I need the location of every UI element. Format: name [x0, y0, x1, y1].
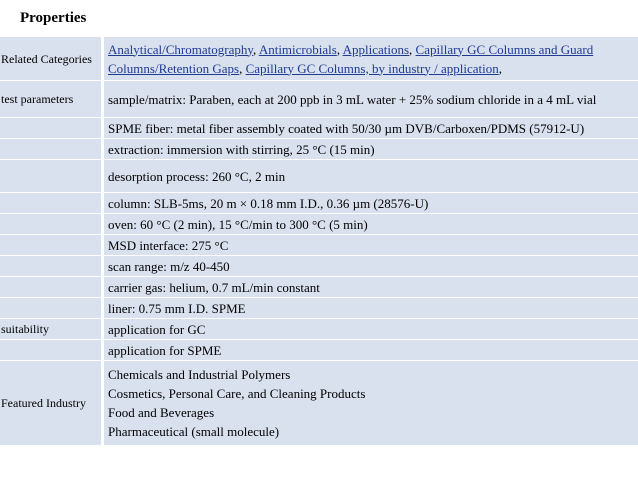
- category-link[interactable]: Analytical/Chromatography: [108, 41, 254, 57]
- properties-table: [0, 37, 638, 446]
- category-link[interactable]: Capillary GC Columns and Guard Columns/Retention Gaps: [108, 41, 594, 76]
- test-parameter-value: oven: 60 °C (2 min), 15 °C/min to 300 °C (5 min): [104, 214, 638, 235]
- table-row: [0, 256, 638, 277]
- table-row: [0, 37, 638, 81]
- table-row: [0, 160, 638, 193]
- related-categories-links: Analytical/Chromatography, Antimicrobials, Applications, Capillary GC Columns and Guard Columns/Retention Gaps, Capillary GC Columns, by industry / application,: [104, 37, 638, 81]
- properties-heading: Properties: [20, 10, 87, 26]
- row-label-test-parameters: test parameters: [0, 81, 101, 118]
- table-row: [0, 214, 638, 235]
- test-parameter-value: extraction: immersion with stirring, 25 °C (15 min): [104, 139, 638, 160]
- table-row: [0, 277, 638, 298]
- table-row: [0, 361, 638, 446]
- test-parameter-value: liner: 0.75 mm I.D. SPME: [104, 298, 638, 319]
- test-parameter-value: desorption process: 260 °C, 2 min: [104, 160, 638, 193]
- test-parameter-value: SPME fiber: metal fiber assembly coated with 50/30 µm DVB/Carboxen/PDMS (57912-U): [104, 118, 638, 139]
- table-row: [0, 298, 638, 319]
- suitability-value: application for GC: [104, 319, 638, 340]
- test-parameter-value: column: SLB-5ms, 20 m × 0.18 mm I.D., 0.36 µm (28576-U): [104, 193, 638, 214]
- test-parameter-value: MSD interface: 275 °C: [104, 235, 638, 256]
- row-label-suitability: suitability: [0, 319, 101, 340]
- table-row: [0, 340, 638, 361]
- industry-item: Chemicals and Industrial Polymers: [108, 367, 291, 382]
- featured-industry-list: [104, 361, 638, 446]
- test-parameter-value: scan range: m/z 40-450: [104, 256, 638, 277]
- table-row: [0, 118, 638, 139]
- industry-item: Food and Beverages: [108, 405, 215, 420]
- industry-item: Cosmetics, Personal Care, and Cleaning Products: [108, 386, 366, 401]
- table-row: [0, 139, 638, 160]
- suitability-value: application for SPME: [104, 340, 638, 361]
- row-label-featured-industry: Featured Industry: [0, 361, 101, 446]
- industry-item: Pharmaceutical (small molecule): [108, 424, 280, 439]
- category-link[interactable]: Capillary GC Columns, by industry / application: [245, 60, 499, 76]
- category-link[interactable]: Antimicrobials: [258, 41, 337, 57]
- row-label-related-categories: Related Categories: [0, 37, 101, 81]
- table-row: [0, 81, 638, 118]
- test-parameter-value: carrier gas: helium, 0.7 mL/min constant: [104, 277, 638, 298]
- category-link[interactable]: Applications: [342, 41, 410, 57]
- table-row: [0, 235, 638, 256]
- test-parameter-value: sample/matrix: Paraben, each at 200 ppb in 3 mL water + 25% sodium chloride in a 4 mL vial: [104, 81, 638, 118]
- table-row: [0, 193, 638, 214]
- table-row: [0, 319, 638, 340]
